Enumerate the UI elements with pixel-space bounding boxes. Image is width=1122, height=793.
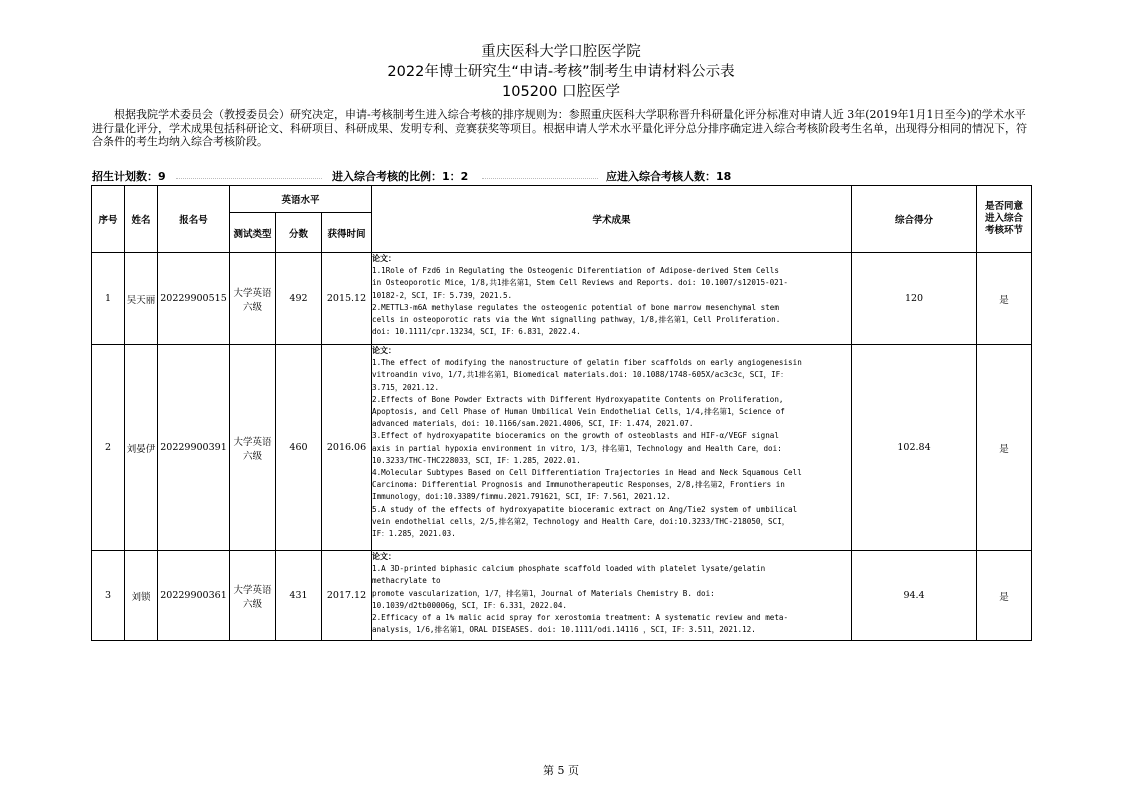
row-seq: 3 <box>92 551 125 641</box>
achievement-line: 3.715，2021.12. <box>372 382 440 392</box>
header-regno: 报名号 <box>158 186 230 253</box>
achievement-line: Carcinoma: Differential Prognosis and Immunotherapeutic Responses，2/8,排名第2，Frontiers in <box>372 480 785 490</box>
header-achievements: 学术成果 <box>372 186 852 253</box>
header-agree: 是否同意进入综合考核环节 <box>977 186 1032 253</box>
achievement-line: 1.1Role of Fzd6 in Regulating the Osteogenic Diferentiation of Adipose-derived Stem Cells <box>372 266 779 276</box>
ratio-text: 进入综合考核的比例：1：2 <box>332 170 469 183</box>
header-seq: 序号 <box>92 186 125 253</box>
achievement-line: 5.A study of the effects of hydroxyapatite bioceramic extract on Ang/Tie2 system of umbilical <box>372 504 798 514</box>
achievement-heading: 论文： <box>372 254 397 263</box>
achievement-line: 3.Effect of hydroxyapatite bioceramics on the growth of osteoblasts and HIF-α/VEGF signal <box>372 431 779 441</box>
row-agree: 是 <box>977 253 1032 345</box>
row-achievements <box>372 345 852 551</box>
row-achievements <box>372 253 852 345</box>
achievement-line: 4.Molecular Subtypes Based on Cell Differentiation Trajectories in Head and Neck Squamous Cell <box>372 468 802 478</box>
achievement-heading: 论文： <box>372 552 397 561</box>
achievement-line: Apoptosis, and Cell Phase of Human Umbilical Vein Endothelial Cells，1/4,排名第1，Science of <box>372 407 785 417</box>
achievement-line: vein endothelial cells，2/5,排名第2，Technology and Health Care，doi:10.3233/THC-218050，SCI， <box>372 516 790 526</box>
header-date: 获得时间 <box>322 213 372 253</box>
achievement-line: in Osteoporotic Mice，1/8,共1排名第1，Stem Cell Reviews and Reports. doi: 10.1007/s12015-021- <box>372 278 788 288</box>
row-score: 431 <box>276 551 322 641</box>
header-score: 分数 <box>276 213 322 253</box>
achievement-line: advanced materials，doi: 10.1166/sam.2021.4006，SCI，IF：1.474，2021.07. <box>372 419 694 429</box>
header-test-type: 测试类型 <box>230 213 276 253</box>
row-agree: 是 <box>977 551 1032 641</box>
achievement-line: analysis，1/6,排名第1，ORAL DISEASES. doi: 10.1111/odi.14116 ，SCI，IF：3.511，2021.12. <box>372 625 756 635</box>
achievement-line: Immunology，doi:10.3389/fimmu.2021.791621，SCI，IF：7.561，2021.12. <box>372 492 671 502</box>
document-title: 2022年博士研究生“申请-考核”制考生申请材料公示表 <box>387 64 735 80</box>
row-regno: 20229900391 <box>158 345 230 551</box>
row-date: 2016.06 <box>322 345 372 551</box>
achievement-line: 1.A 3D-printed biphasic calcium phosphate scaffold loaded with platelet lysate/gelatin <box>372 564 766 574</box>
row-score: 460 <box>276 345 322 551</box>
row-seq: 1 <box>92 253 125 345</box>
achievement-line: 1.The effect of modifying the nanostructure of gelatin fiber scaffolds on early angiogenesisin <box>372 358 802 368</box>
plan-count: 招生计划数：9 <box>92 170 166 183</box>
row-name: 吴天丽 <box>125 253 158 345</box>
row-regno: 20229900361 <box>158 551 230 641</box>
achievement-line: 10.3233/THC-THC228033，SCI，IF：1.285，2022.01. <box>372 455 581 465</box>
achievement-line: 10182-2，SCI，IF：5.739，2021.5. <box>372 290 513 300</box>
applicant-table <box>91 185 1032 641</box>
row-seq: 2 <box>92 345 125 551</box>
achievement-line: cells in osteoporotic rats via the Wnt signalling pathway，1/8,排名第1，Cell Proliferation. <box>372 315 781 325</box>
admit-count: 应进入综合考核人数：18 <box>606 170 732 183</box>
table-row <box>92 253 1032 345</box>
header-name: 姓名 <box>125 186 158 253</box>
achievement-line: IF：1.285，2021.03. <box>372 529 456 539</box>
enrollment-stats <box>92 168 1032 182</box>
row-regno: 20229900515 <box>158 253 230 345</box>
header-total: 综合得分 <box>852 186 977 253</box>
row-name: 刘锁 <box>125 551 158 641</box>
row-name: 刘晏伊 <box>125 345 158 551</box>
achievement-line: vitroandin vivo，1/7,共1排名第1，Biomedical materials.doi: 10.1088/1748-605X/ac3c3c，SCI，IF： <box>372 370 788 380</box>
row-total: 102.84 <box>852 345 977 551</box>
dotted-leader <box>176 178 322 179</box>
major-title: 105200 口腔医学 <box>502 84 620 100</box>
row-test-type: 大学英语六级 <box>230 253 276 345</box>
achievement-line: axis in partial hypoxia environment in vitro，1/3，排名第1，Technology and Health Care，doi: <box>372 443 782 453</box>
row-agree: 是 <box>977 345 1032 551</box>
achievement-line: 2.METTL3-m6A methylase regulates the osteogenic potential of bone marrow mesenchymal stem <box>372 302 779 312</box>
row-achievements <box>372 551 852 641</box>
achievement-line: 2.Efficacy of a 1% malic acid spray for xerostomia treatment: A systematic review and meta- <box>372 613 789 623</box>
achievement-line: doi: 10.1111/cpr.13234，SCI，IF：6.831，2022.4. <box>372 327 581 337</box>
institution-title: 重庆医科大学口腔医学院 <box>481 44 641 60</box>
table-row <box>92 551 1032 641</box>
row-total: 94.4 <box>852 551 977 641</box>
table-row <box>92 345 1032 551</box>
row-score: 492 <box>276 253 322 345</box>
achievement-line: 2.Effects of Bone Powder Extracts with Different Hydroxyapatite Contents on Proliferation, <box>372 394 784 404</box>
dotted-leader <box>482 178 598 179</box>
header-english: 英语水平 <box>230 186 372 213</box>
achievement-line: methacrylate to <box>372 576 441 586</box>
row-test-type: 大学英语六级 <box>230 551 276 641</box>
row-test-type: 大学英语六级 <box>230 345 276 551</box>
achievement-line: 10.1039/d2tb00006g，SCI，IF：6.331，2022.04. <box>372 600 567 610</box>
row-date: 2017.12 <box>322 551 372 641</box>
intro-paragraph: 根据我院学术委员会（教授委员会）研究决定，申请-考核制考生进入综合考核的排序规则为：参照重庆医科大学职称晋升科研量化评分标准对申请人近 3年(2019年1月1日至今)的学术水平进行量化评分，学术成果包括科研论文、科研项目、科研成果、发明专利、竞赛获奖等项目。根据申请人学术水平量化评分总分排序确定进入综合考核阶段考生名单，出现得分相同的情况下，符合条件的考生均纳入综合考核阶段。 <box>92 108 1027 148</box>
row-date: 2015.12 <box>322 253 372 345</box>
achievement-heading: 论文： <box>372 346 397 355</box>
achievement-line: promote vascularization，1/7，排名第1，Journal of Materials Chemistry B. doi: <box>372 588 715 598</box>
page-number: 第 5 页 <box>543 764 579 777</box>
row-total: 120 <box>852 253 977 345</box>
